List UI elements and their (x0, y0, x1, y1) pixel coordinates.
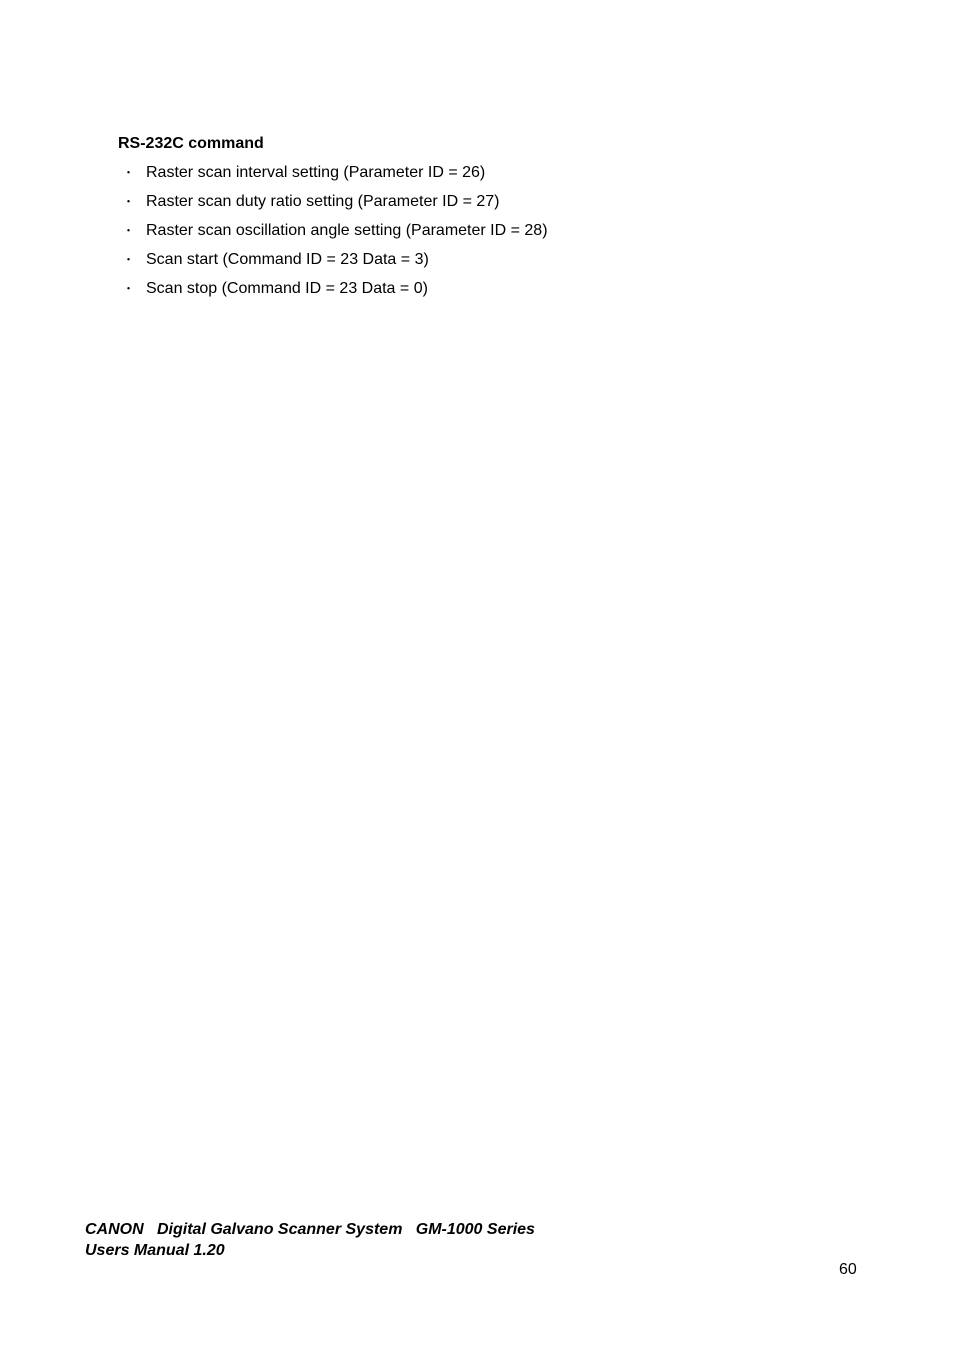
bullet-icon: ・ (122, 165, 136, 180)
bullet-icon: ・ (122, 194, 136, 209)
section-heading: RS-232C command (118, 135, 264, 152)
list-item-text: Scan start (Command ID = 23 Data = 3) (146, 251, 429, 268)
page-number: 60 (839, 1261, 857, 1278)
list-item-text: Raster scan duty ratio setting (Parameter ID = 27) (146, 193, 500, 210)
footer-title: CANON Digital Galvano Scanner System GM-1000 Series (85, 1221, 535, 1238)
footer-subtitle: Users Manual 1.20 (85, 1242, 225, 1259)
bullet-icon: ・ (122, 252, 136, 267)
bullet-icon: ・ (122, 281, 136, 296)
list-item-text: Raster scan interval setting (Parameter ID = 26) (146, 164, 486, 181)
list-item-text: Scan stop (Command ID = 23 Data = 0) (146, 280, 428, 297)
list-item-text: Raster scan oscillation angle setting (Parameter ID = 28) (146, 222, 548, 239)
bullet-icon: ・ (122, 223, 136, 238)
